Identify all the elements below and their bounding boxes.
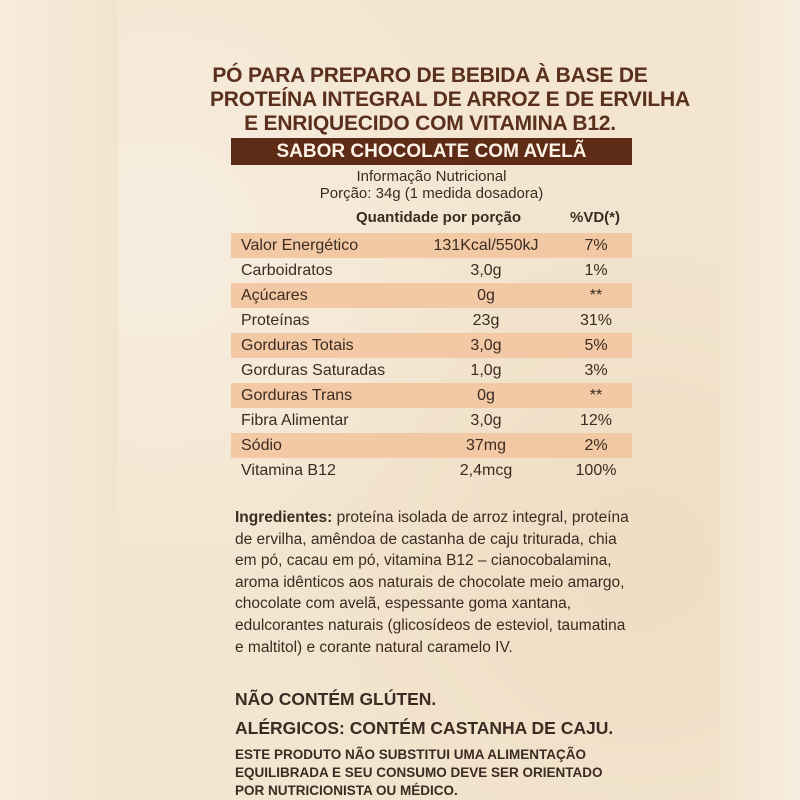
nutrient-name: Gorduras Totais: [241, 337, 354, 354]
nutrient-quantity: 0g: [477, 387, 495, 404]
ingredients-text: proteína isolada de arroz integral, proteína de ervilha, amêndoa de castanha de caju triturada, chia em pó, cacau em pó, vitamina B12 – cianocobalamina, aroma idênticos aos naturais de chocolate meio amargo, chocolate com avelã, espessante goma xantana, edulcorantes naturais (glicosídeos de esteviol, taumatina e maltitol) e corante natural caramelo IV.: [235, 509, 629, 656]
nutrient-vd: 2%: [584, 437, 608, 454]
ingredients-label: Ingredientes:: [235, 509, 333, 526]
table-row: [231, 258, 632, 283]
nutrient-vd: **: [589, 387, 603, 404]
right-edge: [720, 0, 800, 800]
table-row: [231, 333, 632, 358]
nutrient-vd: 5%: [584, 337, 608, 354]
nutrient-name: Gorduras Saturadas: [241, 362, 386, 379]
table-row: [231, 308, 632, 333]
portion-size: Porção: 34g (1 medida dosadora): [319, 185, 544, 202]
title-line: PROTEÍNA INTEGRAL DE ARROZ E DE ERVILHA: [210, 88, 690, 111]
title-line: PÓ PARA PREPARO DE BEBIDA À BASE DE: [212, 64, 648, 87]
nutrient-vd: 7%: [584, 237, 608, 254]
flavor-banner: SABOR CHOCOLATE COM AVELÃ: [231, 138, 632, 165]
nutrient-name: Carboidratos: [241, 262, 333, 279]
nutrient-vd: 3%: [584, 362, 608, 379]
nutrient-quantity: 23g: [472, 312, 500, 329]
nutrient-name: Valor Energético: [241, 237, 359, 254]
nutrition-table: [231, 233, 632, 483]
disclaimer-line: ESTE PRODUTO NÃO SUBSTITUI UMA ALIMENTAÇÃO: [235, 747, 586, 762]
disclaimer-line: POR NUTRICIONISTA OU MÉDICO.: [235, 783, 458, 798]
table-row: [231, 408, 632, 433]
nutrient-name: Proteínas: [241, 312, 310, 329]
nutrient-quantity: 37mg: [465, 437, 507, 454]
nutrition-heading: Informação Nutricional: [356, 168, 507, 185]
nutrient-quantity: 3,0g: [470, 262, 502, 279]
disclaimer: [235, 746, 635, 800]
nutrient-vd: 31%: [579, 312, 613, 329]
table-row: [231, 358, 632, 383]
nutrient-name: Gorduras Trans: [241, 387, 353, 404]
ingredients-block: [235, 507, 635, 658]
nutrient-vd: 100%: [575, 462, 617, 479]
table-row: [231, 283, 632, 308]
table-row: [231, 383, 632, 408]
nutrient-vd: **: [589, 287, 603, 304]
nutrient-quantity: 3,0g: [470, 337, 502, 354]
nutrient-vd: 1%: [584, 262, 608, 279]
allergy-notice: ALÉRGICOS: CONTÉM CASTANHA DE CAJU.: [235, 718, 614, 738]
column-header-quantity: Quantidade por porção: [356, 209, 522, 226]
nutrient-name: Sódio: [241, 437, 282, 454]
nutrient-quantity: 0g: [477, 287, 495, 304]
nutrient-name: Fibra Alimentar: [241, 412, 349, 429]
nutrition-header: [231, 168, 632, 202]
title-line: E ENRIQUECIDO COM VITAMINA B12.: [244, 112, 616, 135]
nutrient-quantity: 2,4mcg: [459, 462, 513, 479]
column-header-vd: %VD(*): [570, 209, 621, 226]
nutrient-quantity: 131Kcal/550kJ: [433, 237, 539, 254]
gluten-notice: NÃO CONTÉM GLÚTEN.: [235, 689, 437, 709]
table-row: [231, 458, 632, 483]
nutrient-name: Vitamina B12: [241, 462, 336, 479]
disclaimer-line: EQUILIBRADA E SEU CONSUMO DEVE SER ORIENTADO: [235, 765, 603, 780]
nutrient-vd: 12%: [579, 412, 613, 429]
product-title: [210, 64, 690, 136]
table-row: [231, 433, 632, 458]
nutrient-quantity: 1,0g: [470, 362, 502, 379]
left-edge: [0, 0, 118, 800]
nutrient-name: Açúcares: [241, 287, 308, 304]
table-row: [231, 233, 632, 258]
nutrient-quantity: 3,0g: [470, 412, 502, 429]
